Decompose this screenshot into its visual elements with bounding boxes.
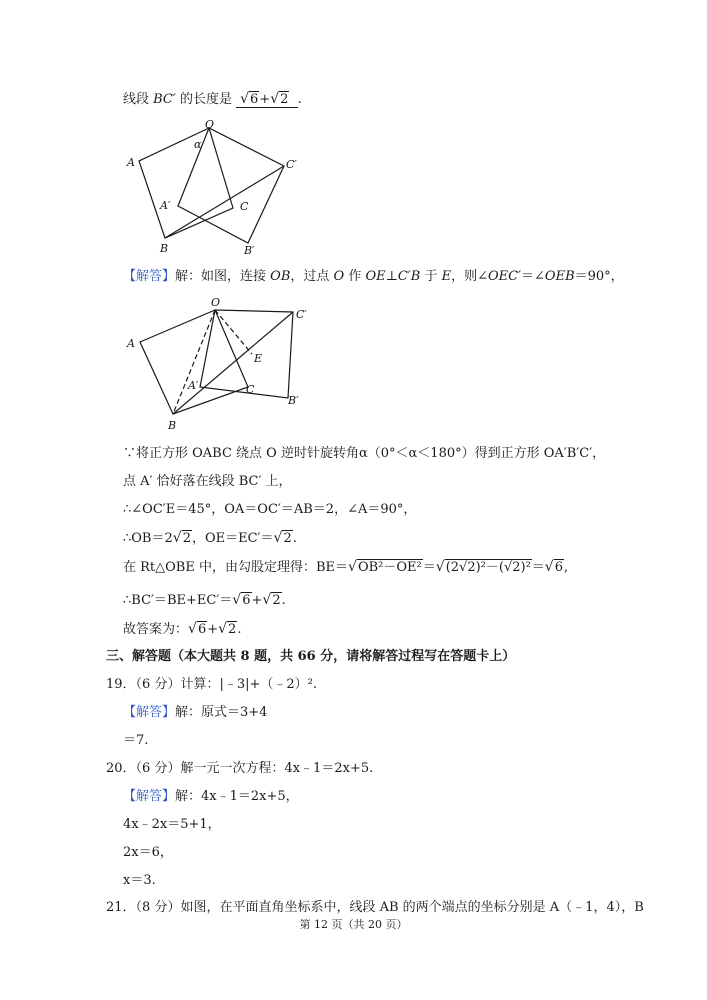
label-a-prime: A′ [160, 199, 171, 212]
q19-solution-1: 【解答】解：原式＝3+4 [123, 705, 268, 720]
label-b-prime: B′ [288, 394, 299, 407]
q21-stem: 21．（8 分）如图，在平面直角坐标系中，线段 AB 的两个端点的坐标分别是 A（﹣1，4），B [106, 900, 644, 915]
step-1: ∵将正方形 OABC 绕点 O 逆时针旋转角α（0°＜α＜180°）得到正方形 OA′B′C′， [123, 446, 606, 461]
q20-solution-2: 4x﹣2x＝5+1， [123, 817, 221, 832]
label-o: O [211, 296, 221, 309]
text: 的长度是 [175, 92, 237, 107]
label-c: C [246, 383, 255, 396]
q20-solution-1: 【解答】解：4x﹣1＝2x+5， [123, 789, 299, 804]
step-7: 故答案为：√6+√2. [123, 621, 242, 637]
label-b-prime: B′ [244, 244, 255, 257]
label-b: B [160, 242, 169, 255]
page-footer: 第 12 页（共 20 页） [299, 918, 408, 931]
step-2: 点 A′ 恰好落在线段 BC′ 上， [123, 474, 292, 489]
q18-answer-line: 线段 BC′ 的长度是 √6+√2 . [123, 91, 302, 107]
dashed-oe [215, 310, 252, 354]
q20-solution-4: x＝3. [123, 873, 156, 888]
figure-2-with-auxiliary-lines [120, 292, 320, 434]
square-oabc [139, 128, 233, 238]
segment-label: BC′ [153, 92, 176, 107]
label-e: E [254, 352, 263, 365]
label-c-prime: C′ [296, 308, 307, 321]
solution-tag: 【解答】 [123, 705, 176, 720]
text: 线段 [123, 92, 154, 107]
q19-solution-2: ＝7. [123, 733, 149, 748]
step-5: 在 Rt△OBE 中，由勾股定理得：BE＝√OB²－OE²＝√(2√2)²－(√2)²＝√6, [123, 559, 569, 575]
step-6: ∴BC′＝BE+EC′＝√6+√2. [123, 592, 286, 608]
label-b: B [168, 419, 177, 432]
step-3: ∴∠OC′E＝45°，OA＝OC′＝AB＝2，∠A＝90°， [123, 502, 417, 517]
segment-bc-prime [165, 166, 284, 238]
q20-stem: 20．（6 分）解一元一次方程：4x﹣1＝2x+5. [106, 761, 374, 776]
label-o: O [205, 118, 215, 131]
q20-solution-3: 2x＝6， [123, 845, 173, 860]
label-a-prime: A′ [188, 379, 199, 392]
figure-1-rotated-squares [120, 118, 320, 260]
label-a: A [127, 156, 135, 169]
q19-stem: 19．（6 分）计算：|﹣3|+（﹣2）². [106, 677, 317, 692]
label-c: C [240, 200, 249, 213]
section-3-heading: 三、解答题（本大题共 8 题，共 66 分，请将解答过程写在答题卡上） [106, 649, 516, 664]
step-4: ∴OB＝2√2，OE＝EC′＝√2. [123, 530, 297, 546]
solution-tag: 【解答】 [123, 269, 176, 284]
label-c-prime: C′ [286, 158, 297, 171]
solution-intro: 【解答】解：如图，连接 OB，过点 O 作 OE⊥C′B 于 E，则∠OEC′＝∠OEB＝90°， [123, 269, 624, 284]
label-alpha: α [194, 138, 202, 151]
solution-tag: 【解答】 [123, 789, 176, 804]
label-a: A [127, 337, 135, 350]
sqrt-2: √2 [270, 91, 289, 107]
sqrt-6: √6 [240, 91, 259, 107]
answer-blank: √6+√2 [236, 92, 297, 108]
